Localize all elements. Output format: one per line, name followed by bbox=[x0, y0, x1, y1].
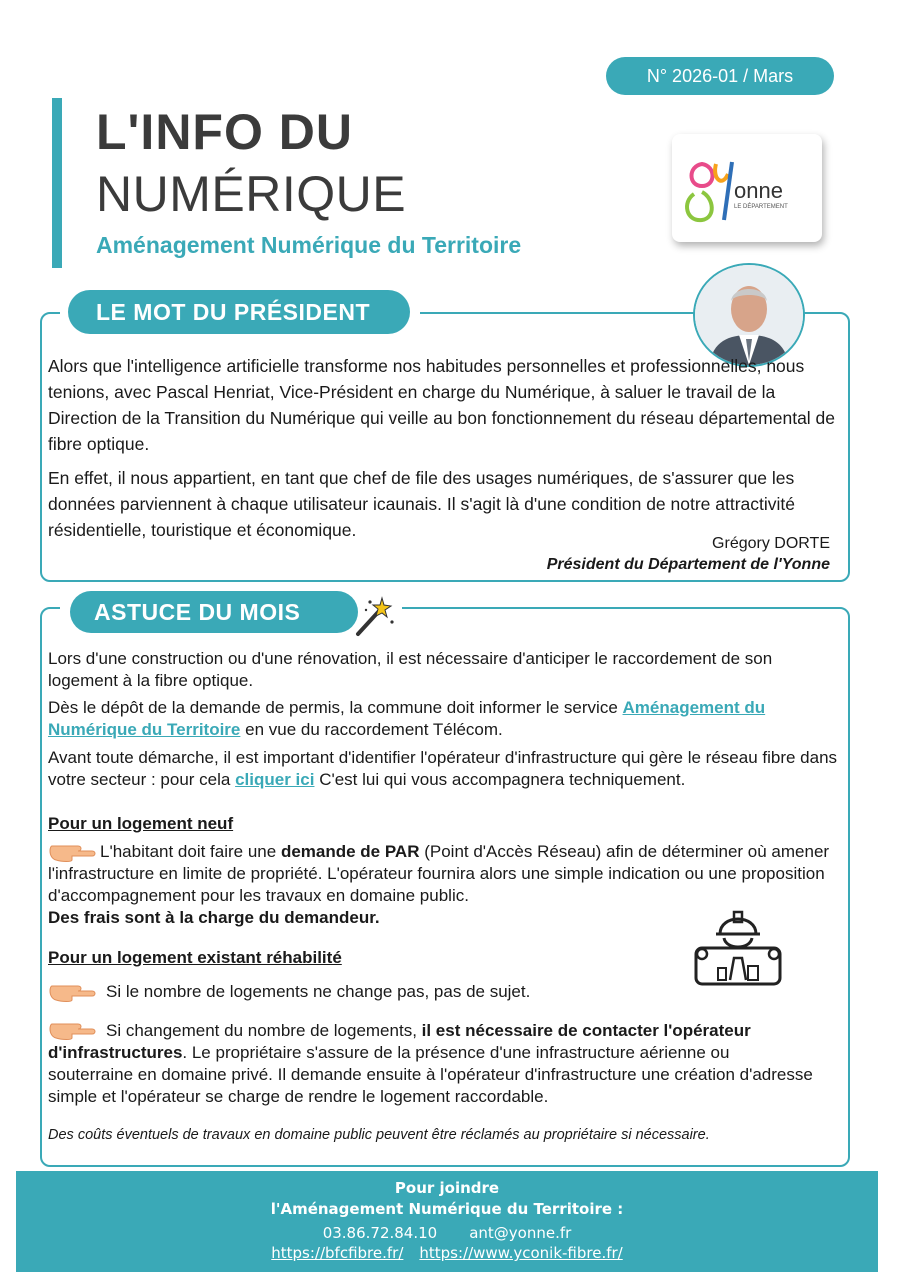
signature-title: Président du Département de l'Yonne bbox=[546, 556, 830, 573]
contact-footer bbox=[16, 1171, 878, 1272]
par-request: demande de PAR bbox=[280, 842, 420, 861]
new-home-heading: Pour un logement neuf bbox=[48, 814, 234, 833]
page-title-line1: L'INFO DU bbox=[96, 104, 353, 160]
tip-intro: Lors d'une construction ou d'une rénovation, il est nécessaire d'anticiper le raccordement de son logement à la fibre optique. bbox=[48, 649, 773, 690]
costs-note: Des coûts éventuels de travaux en domaine public peuvent être réclamés au propriétaire si nécessaire. bbox=[48, 1127, 710, 1143]
footer-line-2: l'Aménagement Numérique du Territoire : bbox=[270, 1200, 624, 1218]
new-home-fees: Des frais sont à la charge du demandeur. bbox=[48, 908, 380, 927]
existing-home-text-2-start: Si changement du nombre de logements, bbox=[106, 1021, 422, 1040]
logo-tagline: LE DÉPARTEMENT bbox=[734, 204, 788, 210]
pointing-hand-icon bbox=[48, 980, 98, 1004]
click-here-link[interactable]: cliquer ici bbox=[235, 770, 315, 789]
tip-operator-text: Avant toute démarche, il est important d'identifier l'opérateur d'infrastructure qui gère le réseau fibre dans votre secteur : pour cela bbox=[48, 748, 838, 789]
existing-home-heading: Pour un logement existant réhabilité bbox=[48, 948, 342, 967]
footer-line-1: Pour joindre bbox=[394, 1179, 500, 1197]
yonne-logo bbox=[672, 134, 822, 242]
tip-operator-text-end: C'est lui qui vous accompagnera techniquement. bbox=[314, 770, 686, 789]
bfcfibre-link[interactable]: https://bfcfibre.fr/ bbox=[271, 1244, 404, 1262]
yonne-logo-graphic bbox=[672, 134, 822, 242]
president-paragraph-1: Alors que l'intelligence artificielle transforme nos habitudes personnelles et professionnelles, nous tenions, avec Pascal Henriat, Vice-Président en charge du Numérique, à saluer le travail de la Direction de la Transition du Numérique qui veille au bon fonctionnement du réseau départemental de fibre optique. bbox=[48, 356, 836, 454]
existing-home-text-2 bbox=[48, 1020, 818, 1108]
yconik-link[interactable]: https://www.yconik-fibre.fr/ bbox=[419, 1244, 623, 1262]
tip-permit-text-end: en vue du raccordement Télécom. bbox=[240, 720, 503, 739]
existing-home-text-2-end: . Le propriétaire s'assure de la présence d'une infrastructure aérienne ou souterraine en domaine privé. Il demande ensuite à l'opérateur d'infrastructure une création d'adresse simple et l'opérateur se charge de rendre le logement raccordable. bbox=[48, 1043, 813, 1106]
president-heading: LE MOT DU PRÉSIDENT bbox=[68, 290, 410, 334]
issue-badge: N° 2026-01 / Mars bbox=[606, 57, 834, 95]
title-accent-bar bbox=[52, 98, 62, 268]
footer-links bbox=[16, 1244, 878, 1262]
portrait-icon bbox=[695, 265, 803, 365]
tip-operator bbox=[48, 747, 838, 791]
email-address[interactable]: ant@yonne.fr bbox=[469, 1224, 572, 1242]
new-home-text-start: L'habitant doit faire une bbox=[100, 842, 281, 861]
president-photo bbox=[693, 263, 805, 367]
logo-name: onne bbox=[734, 178, 783, 203]
logo-number: 89 bbox=[708, 222, 710, 223]
page-subtitle: Aménagement Numérique du Territoire bbox=[96, 232, 522, 258]
new-home-text bbox=[48, 841, 838, 907]
footer-contacts bbox=[16, 1224, 878, 1242]
contact-operator: il est nécessaire de contacter l'opérateur d'infrastructures bbox=[48, 1021, 751, 1062]
service-link[interactable]: Aménagement du Numérique du Territoire bbox=[48, 698, 766, 739]
page-title-line2: NUMÉRIQUE bbox=[96, 166, 407, 222]
phone-number[interactable]: 03.86.72.84.10 bbox=[322, 1224, 438, 1242]
tip-permit-text: Dès le dépôt de la demande de permis, la commune doit informer le service bbox=[48, 698, 623, 717]
magic-wand-icon bbox=[352, 594, 396, 643]
engineer-plans-icon bbox=[690, 900, 786, 995]
tip-permit bbox=[48, 697, 838, 741]
new-home-text-end: (Point d'Accès Réseau) afin de déterminer où amener l'infrastructure en limite de propriété. L'opérateur fournira alors une simple indication ou une proposition d'accompagnement pour les travaux en domaine public. bbox=[48, 842, 830, 905]
president-paragraph-2: En effet, il nous appartient, en tant que chef de file des usages numériques, de s'assurer que les données parviennent à chaque utilisateur icaunais. Il s'agit là d'une condition de notre attractivité résidentielle, touristique et économique. bbox=[48, 468, 796, 540]
signature-name: Grégory DORTE bbox=[712, 535, 830, 552]
existing-home-text-1: Si le nombre de logements ne change pas, pas de sujet. bbox=[106, 982, 531, 1001]
tip-heading: ASTUCE DU MOIS bbox=[70, 591, 358, 633]
